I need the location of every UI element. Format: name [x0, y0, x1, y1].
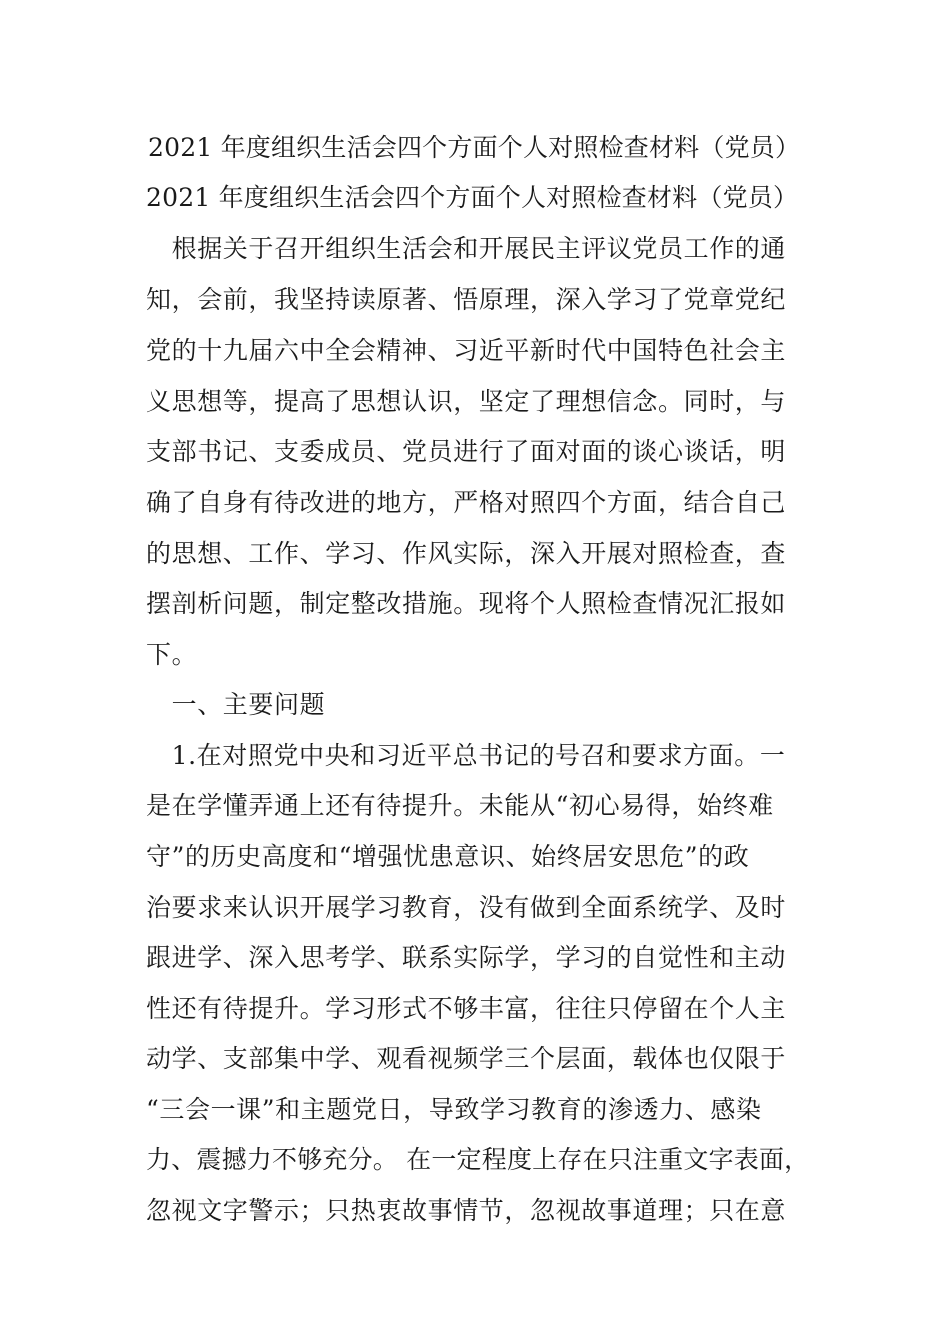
- body-line: 党的十九届六中全会精神、习近平新时代中国特色社会主: [146, 336, 787, 365]
- document-title-line-1: 2021 年度组织生活会四个方面个人对照检查材料（党员）: [148, 133, 801, 162]
- body-line: 跟进学、深入思考学、联系实际学，学习的自觉性和主动: [146, 943, 787, 972]
- body-line: 的思想、工作、学习、作风实际，深入开展对照检查，查: [146, 539, 787, 568]
- body-line: 是在学懂弄通上还有待提升。未能从“初心易得，始终难: [146, 791, 774, 820]
- body-line: 忽视文字警示；只热衷故事情节，忽视故事道理；只在意: [146, 1196, 787, 1225]
- body-line: 支部书记、支委成员、党员进行了面对面的谈心谈话，明: [146, 437, 787, 466]
- body-line: 下。: [146, 640, 198, 669]
- section-heading: 一、主要问题: [146, 690, 326, 719]
- body-line: 治要求来认识开展学习教育，没有做到全面系统学、及时: [146, 893, 787, 922]
- body-line: 义思想等，提高了思想认识，坚定了理想信念。同时，与: [146, 387, 787, 416]
- body-line: 力、震撼力不够充分。 在一定程度上存在只注重文字表面，: [146, 1145, 810, 1174]
- body-line: 根据关于召开组织生活会和开展民主评议党员工作的通: [146, 234, 787, 263]
- body-line: 摆剖析问题，制定整改措施。现将个人照检查情况汇报如: [146, 589, 787, 618]
- body-line: 确了自身有待改进的地方，严格对照四个方面，结合自己: [146, 488, 787, 517]
- body-line: 性还有待提升。学习形式不够丰富，往往只停留在个人主: [146, 994, 787, 1023]
- body-line: 动学、支部集中学、观看视频学三个层面，载体也仅限于: [146, 1044, 787, 1073]
- document-title-line-2: 2021 年度组织生活会四个方面个人对照检查材料（党员）: [146, 183, 799, 212]
- body-line: 知，会前，我坚持读原著、悟原理，深入学习了党章党纪: [146, 285, 787, 314]
- body-line: 守”的历史高度和“增强忧患意识、始终居安思危”的政: [146, 842, 750, 871]
- body-line: 1.在对照党中央和习近平总书记的号召和要求方面。一: [146, 741, 786, 770]
- body-line: “三会一课”和主题党日，导致学习教育的渗透力、感染: [146, 1095, 762, 1124]
